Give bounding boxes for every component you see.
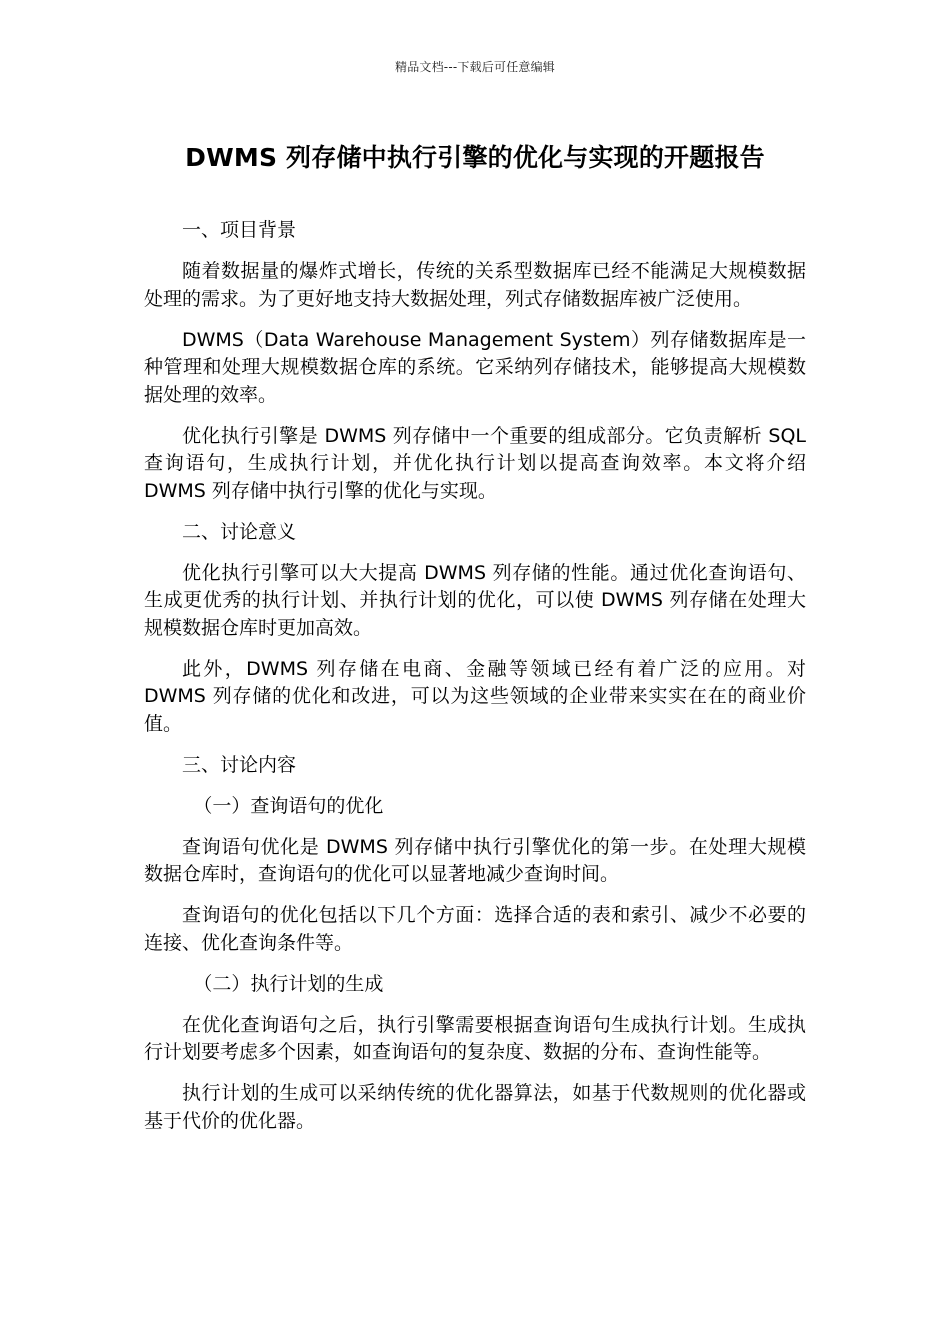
paragraph: 优化执行引擎是 DWMS 列存储中一个重要的组成部分。它负责解析 SQL 查询语句，生成执行计划，并优化执行计划以提高查询效率。本文将介绍 DWMS 列存储中执行引擎的优化与实现。: [144, 424, 806, 502]
section-heading-background: 一、项目背景: [182, 219, 297, 241]
paragraph: 查询语句优化是 DWMS 列存储中执行引擎优化的第一步。在处理大规模数据仓库时，查询语句的优化可以显著地减少查询时间。: [144, 835, 806, 885]
paragraph: 在优化查询语句之后，执行引擎需要根据查询语句生成执行计划。生成执行计划要考虑多个因素，如查询语句的复杂度、数据的分布、查询性能等。: [144, 1013, 806, 1063]
paragraph: 执行计划的生成可以采纳传统的优化器算法，如基于代数规则的优化器或基于代价的优化器。: [144, 1082, 806, 1132]
paragraph: 随着数据量的爆炸式增长，传统的关系型数据库已经不能满足大规模数据处理的需求。为了更好地支持大数据处理，列式存储数据库被广泛使用。: [144, 260, 806, 310]
document-body: [144, 217, 806, 1149]
paragraph: 优化执行引擎可以大大提高 DWMS 列存储的性能。通过优化查询语句、生成更优秀的执行计划、并执行计划的优化，可以使 DWMS 列存储在处理大规模数据仓库时更加高效。: [144, 561, 806, 639]
section-heading-significance: 二、讨论意义: [182, 520, 297, 543]
paragraph: 查询语句的优化包括以下几个方面：选择合适的表和索引、减少不必要的连接、优化查询条件等。: [144, 904, 806, 954]
page-header: 精品文档---下载后可任意编辑: [395, 60, 555, 74]
paragraph: DWMS（Data Warehouse Management System）列存储数据库是一种管理和处理大规模数据仓库的系统。它采纳列存储技术，能够提高大规模数据处理的效率。: [144, 328, 806, 406]
subsection-heading-query-optimization: （一）查询语句的优化: [193, 794, 384, 817]
document-title: DWMS 列存储中执行引擎的优化与实现的开题报告: [185, 143, 765, 172]
paragraph: 此外，DWMS 列存储在电商、金融等领域已经有着广泛的应用。对 DWMS 列存储的优化和改进，可以为这些领域的企业带来实实在在的商业价值。: [144, 657, 806, 735]
subsection-heading-plan-generation: （二）执行计划的生成: [193, 972, 384, 995]
section-heading-content: 三、讨论内容: [182, 753, 297, 776]
